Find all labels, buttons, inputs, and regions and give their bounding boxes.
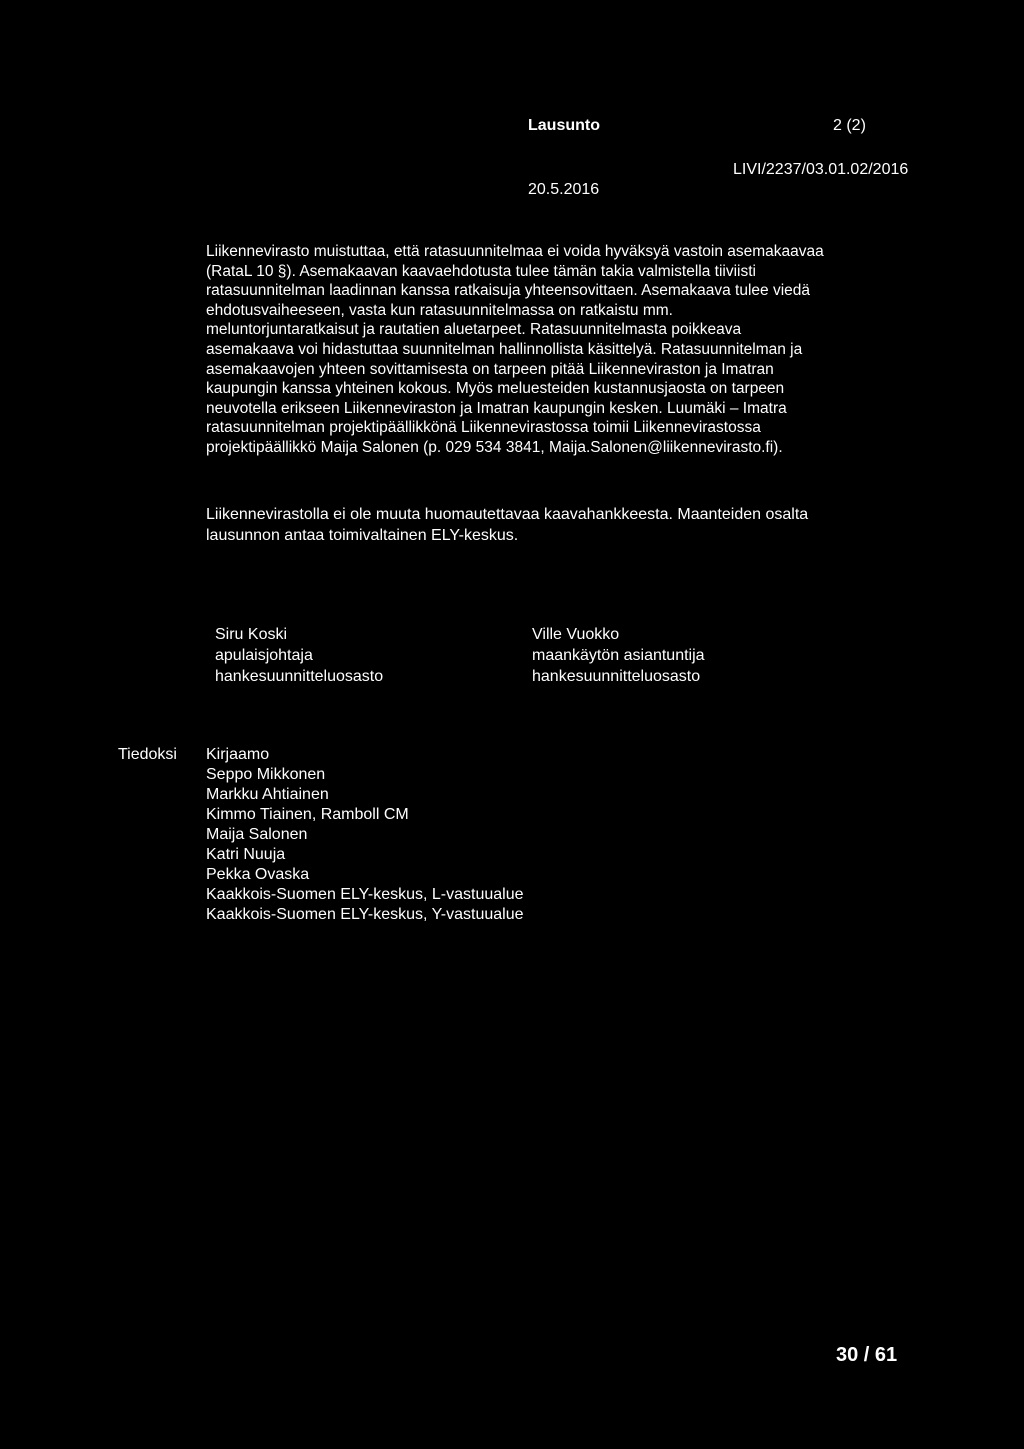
list-item: Pekka Ovaska bbox=[206, 866, 310, 883]
reference-number: LIVI/2237/03.01.02/2016 bbox=[733, 161, 909, 178]
signature-block-1 bbox=[215, 624, 383, 687]
paragraph-line: neuvotella erikseen Liikenneviraston ja Imatran kaupungin kesken. Luumäki – Imatra bbox=[206, 399, 787, 417]
paragraph-line: Liikennevirastolla ei ole muuta huomautettavaa kaavahankkeesta. Maanteiden osalta bbox=[206, 506, 809, 523]
list-item: Seppo Mikkonen bbox=[206, 766, 326, 783]
signer-name: Ville Vuokko bbox=[532, 626, 620, 643]
signature-block-2 bbox=[532, 624, 705, 687]
paragraph-line: asemakaavojen yhteen sovittamisesta on tarpeen pitää Liikenneviraston ja Imatran bbox=[206, 360, 774, 378]
signer-title: apulaisjohtaja bbox=[215, 647, 313, 664]
list-item: Kaakkois-Suomen ELY-keskus, L-vastuualue bbox=[206, 886, 524, 903]
paragraph-line: Liikennevirasto muistuttaa, että ratasuunnitelmaa ei voida hyväksyä vastoin asemakaavaa bbox=[206, 243, 824, 260]
page-indicator: 2 (2) bbox=[833, 117, 866, 134]
distribution-label: Tiedoksi bbox=[118, 746, 177, 763]
distribution-list bbox=[206, 745, 524, 925]
paragraph-line: meluntorjuntaratkaisut ja rautatien aluetarpeet. Ratasuunnitelmasta poikkeava bbox=[206, 321, 742, 339]
paragraph-line: ratasuunnitelman laadinnan kanssa ratkaisuja yhteensovittaen. Asemakaava tulee viedä bbox=[206, 282, 811, 300]
body-paragraph-1 bbox=[206, 242, 824, 458]
paragraph-line: ratasuunnitelman projektipäällikkönä Liikennevirastossa toimii Liikennevirastossa bbox=[206, 419, 761, 437]
signer-unit: hankesuunnitteluosasto bbox=[532, 668, 701, 685]
list-item: Kimmo Tiainen, Ramboll CM bbox=[206, 806, 409, 823]
paragraph-line: projektipäällikkö Maija Salonen (p. 029 534 3841, Maija.Salonen@liikennevirasto.fi). bbox=[206, 438, 783, 456]
paragraph-line: kaupungin kanssa yhteinen kokous. Myös meluesteiden kustannusjaosta on tarpeen bbox=[206, 380, 785, 398]
page-number: 30 / 61 bbox=[836, 1344, 898, 1366]
paragraph-line: (RataL 10 §). Asemakaavan kaavaehdotusta tulee tämän takia valmistella tiiviisti bbox=[206, 262, 756, 280]
signer-unit: hankesuunnitteluosasto bbox=[215, 668, 384, 685]
paragraph-line: ehdotusvaiheeseen, vasta kun ratasuunnitelmassa on ratkaistu mm. bbox=[206, 301, 673, 319]
paragraph-line: lausunnon antaa toimivaltainen ELY-keskus. bbox=[206, 527, 519, 544]
document-date: 20.5.2016 bbox=[528, 181, 600, 198]
document-type: Lausunto bbox=[528, 117, 600, 134]
list-item: Katri Nuuja bbox=[206, 846, 286, 863]
list-item: Kirjaamo bbox=[206, 746, 270, 763]
body-paragraph-2 bbox=[206, 504, 808, 546]
paragraph-line: asemakaava voi hidastuttaa suunnitelman hallinnollista käsittelyä. Ratasuunnitelman ja bbox=[206, 340, 803, 358]
list-item: Markku Ahtiainen bbox=[206, 786, 329, 803]
signer-title: maankäytön asiantuntija bbox=[532, 647, 705, 664]
list-item: Kaakkois-Suomen ELY-keskus, Y-vastuualue bbox=[206, 906, 524, 923]
signer-name: Siru Koski bbox=[215, 626, 288, 643]
list-item: Maija Salonen bbox=[206, 826, 308, 843]
